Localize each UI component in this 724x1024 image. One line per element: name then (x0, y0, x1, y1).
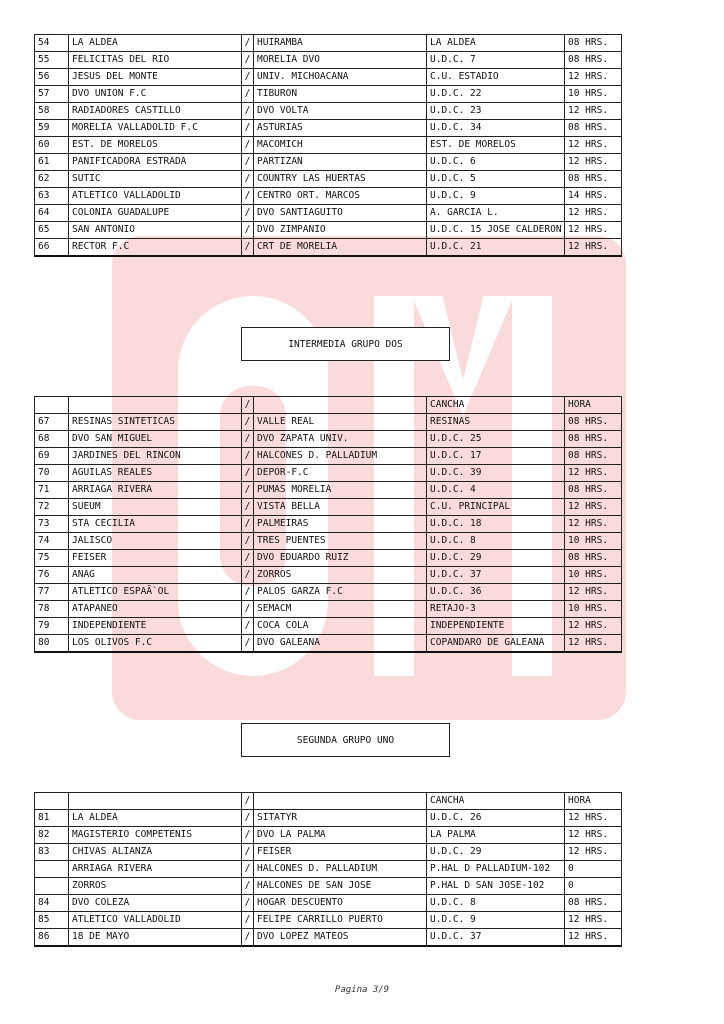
home-team-cell: ARRIAGA RIVERA (69, 482, 242, 499)
match-number-cell: 80 (35, 635, 69, 653)
away-team-cell: DVO SANTIAGUITO (254, 205, 427, 222)
time-cell: 12 HRS. (565, 584, 622, 601)
time-cell: 12 HRS. (565, 810, 622, 827)
home-team-cell: MAGISTERIO COMPETENIS (69, 827, 242, 844)
home-team-cell: ATAPANEO (69, 601, 242, 618)
away-team-cell: HUIRAMBA (254, 35, 427, 52)
home-team-cell: ATLETICO VALLADOLID (69, 912, 242, 929)
table-row (35, 827, 622, 844)
header-away-team-cell (254, 793, 427, 810)
table-row (35, 567, 622, 584)
table-row (35, 601, 622, 618)
home-team-cell: DVO COLEZA (69, 895, 242, 912)
home-team-cell: COLONIA GUADALUPE (69, 205, 242, 222)
table-row (35, 52, 622, 69)
time-cell: 12 HRS. (565, 929, 622, 947)
time-cell: 14 HRS. (565, 188, 622, 205)
separator-cell: / (242, 550, 254, 567)
separator-cell: / (242, 878, 254, 895)
home-team-cell: AGUILAS REALES (69, 465, 242, 482)
table-row (35, 103, 622, 120)
home-team-cell: ARRIAGA RIVERA (69, 861, 242, 878)
time-cell: 12 HRS. (565, 103, 622, 120)
match-number-cell: 56 (35, 69, 69, 86)
away-team-cell: TRES PUENTES (254, 533, 427, 550)
field-cell: U.D.C. 9 (427, 188, 565, 205)
home-team-cell: RECTOR F.C (69, 239, 242, 257)
page-footer (0, 985, 724, 995)
separator-cell: / (242, 52, 254, 69)
away-team-cell: MACOMICH (254, 137, 427, 154)
field-cell: U.D.C. 17 (427, 448, 565, 465)
match-number-cell: 83 (35, 844, 69, 861)
field-cell: U.D.C. 8 (427, 533, 565, 550)
time-cell: 08 HRS. (565, 482, 622, 499)
field-cell: U.D.C. 29 (427, 550, 565, 567)
header-separator-cell: / (242, 397, 254, 414)
field-cell: U.D.C. 5 (427, 171, 565, 188)
match-number-cell: 86 (35, 929, 69, 947)
separator-cell: / (242, 516, 254, 533)
match-number-cell: 69 (35, 448, 69, 465)
home-team-cell: SUEUM (69, 499, 242, 516)
separator-cell: / (242, 239, 254, 257)
field-cell: RETAJO-3 (427, 601, 565, 618)
time-cell: 12 HRS. (565, 69, 622, 86)
time-cell: 08 HRS. (565, 35, 622, 52)
home-team-cell: ATLETICO ESPAÃ`OL (69, 584, 242, 601)
separator-cell: / (242, 465, 254, 482)
separator-cell: / (242, 567, 254, 584)
home-team-cell: CHIVAS ALIANZA (69, 844, 242, 861)
separator-cell: / (242, 482, 254, 499)
match-number-cell: 59 (35, 120, 69, 137)
match-number-cell: 62 (35, 171, 69, 188)
home-team-cell: INDEPENDIENTE (69, 618, 242, 635)
time-cell: 0 (565, 878, 622, 895)
table-row (35, 154, 622, 171)
section-title-text: INTERMEDIA GRUPO DOS (288, 338, 403, 350)
table-row (35, 86, 622, 103)
match-number-cell: 82 (35, 827, 69, 844)
match-number-cell: 55 (35, 52, 69, 69)
field-cell: U.D.C. 26 (427, 810, 565, 827)
field-cell: U.D.C. 34 (427, 120, 565, 137)
away-team-cell: SITATYR (254, 810, 427, 827)
home-team-cell: ZORROS (69, 878, 242, 895)
table-row (35, 810, 622, 827)
away-team-cell: COCA COLA (254, 618, 427, 635)
match-number-cell: 75 (35, 550, 69, 567)
separator-cell: / (242, 618, 254, 635)
header-field-cell: CANCHA (427, 397, 565, 414)
time-cell: 12 HRS. (565, 222, 622, 239)
table-row (35, 533, 622, 550)
table-row (35, 861, 622, 878)
home-team-cell: 18 DE MAYO (69, 929, 242, 947)
time-cell: 12 HRS. (565, 912, 622, 929)
header-time-cell: HORA (565, 397, 622, 414)
time-cell: 08 HRS. (565, 120, 622, 137)
section-title-segunda-grupo-uno (241, 723, 450, 757)
time-cell: 12 HRS. (565, 465, 622, 482)
field-cell: RESINAS (427, 414, 565, 431)
field-cell: COPANDARO DE GALEANA (427, 635, 565, 653)
time-cell: 12 HRS. (565, 137, 622, 154)
away-team-cell: ZORROS (254, 567, 427, 584)
match-number-cell: 79 (35, 618, 69, 635)
time-cell: 10 HRS. (565, 86, 622, 103)
away-team-cell: DVO EDUARDO RUIZ (254, 550, 427, 567)
home-team-cell: DVO UNION F.C (69, 86, 242, 103)
home-team-cell: PANIFICADORA ESTRADA (69, 154, 242, 171)
time-cell: 08 HRS. (565, 414, 622, 431)
match-number-cell: 63 (35, 188, 69, 205)
header-time-cell: HORA (565, 793, 622, 810)
match-number-cell: 54 (35, 35, 69, 52)
home-team-cell: FEISER (69, 550, 242, 567)
home-team-cell: RESINAS SINTETICAS (69, 414, 242, 431)
away-team-cell: CENTRO ORT. MARCOS (254, 188, 427, 205)
time-cell: 08 HRS. (565, 550, 622, 567)
match-number-cell: 72 (35, 499, 69, 516)
match-number-cell: 73 (35, 516, 69, 533)
separator-cell: / (242, 584, 254, 601)
match-number-cell: 85 (35, 912, 69, 929)
time-cell: 12 HRS. (565, 154, 622, 171)
field-cell: U.D.C. 37 (427, 567, 565, 584)
time-cell: 12 HRS. (565, 205, 622, 222)
field-cell: U.D.C. 29 (427, 844, 565, 861)
time-cell: 10 HRS. (565, 533, 622, 550)
away-team-cell: FEISER (254, 844, 427, 861)
table-row (35, 516, 622, 533)
match-number-cell: 58 (35, 103, 69, 120)
match-number-cell: 67 (35, 414, 69, 431)
separator-cell: / (242, 137, 254, 154)
separator-cell: / (242, 414, 254, 431)
table-row (35, 120, 622, 137)
match-number-cell: 64 (35, 205, 69, 222)
time-cell: 12 HRS. (565, 618, 622, 635)
separator-cell: / (242, 69, 254, 86)
table-row (35, 929, 622, 947)
field-cell: A. GARCIA L. (427, 205, 565, 222)
home-team-cell: JESUS DEL MONTE (69, 69, 242, 86)
table-row (35, 584, 622, 601)
field-cell: C.U. ESTADIO (427, 69, 565, 86)
time-cell: 12 HRS. (565, 516, 622, 533)
separator-cell: / (242, 86, 254, 103)
away-team-cell: DVO GALEANA (254, 635, 427, 653)
away-team-cell: SEMACM (254, 601, 427, 618)
table-header-row (35, 397, 622, 414)
field-cell: U.D.C. 18 (427, 516, 565, 533)
match-table-1 (34, 34, 622, 257)
table-row (35, 414, 622, 431)
away-team-cell: VISTA BELLA (254, 499, 427, 516)
separator-cell: / (242, 895, 254, 912)
separator-cell: / (242, 827, 254, 844)
table-row (35, 635, 622, 653)
match-number-cell: 76 (35, 567, 69, 584)
field-cell: U.D.C. 8 (427, 895, 565, 912)
away-team-cell: DEPOR-F.C (254, 465, 427, 482)
time-cell: 08 HRS. (565, 431, 622, 448)
home-team-cell: FELICITAS DEL RIO (69, 52, 242, 69)
match-number-cell: 77 (35, 584, 69, 601)
match-number-cell (35, 878, 69, 895)
time-cell: 12 HRS. (565, 499, 622, 516)
field-cell: U.D.C. 7 (427, 52, 565, 69)
separator-cell: / (242, 154, 254, 171)
away-team-cell: HALCONES D. PALLADIUM (254, 861, 427, 878)
home-team-cell: ATLETICO VALLADOLID (69, 188, 242, 205)
field-cell: U.D.C. 23 (427, 103, 565, 120)
match-number-cell: 66 (35, 239, 69, 257)
separator-cell: / (242, 171, 254, 188)
table-row (35, 618, 622, 635)
section-title-intermedia-grupo-dos (241, 327, 450, 361)
away-team-cell: PALMEIRAS (254, 516, 427, 533)
table-row (35, 844, 622, 861)
home-team-cell: LOS OLIVOS F.C (69, 635, 242, 653)
away-team-cell: COUNTRY LAS HUERTAS (254, 171, 427, 188)
table-row (35, 205, 622, 222)
table-row (35, 431, 622, 448)
time-cell: 0 (565, 861, 622, 878)
separator-cell: / (242, 499, 254, 516)
time-cell: 08 HRS. (565, 171, 622, 188)
table-row (35, 448, 622, 465)
table-row (35, 35, 622, 52)
away-team-cell: DVO VOLTA (254, 103, 427, 120)
match-number-cell: 74 (35, 533, 69, 550)
home-team-cell: EST. DE MORELOS (69, 137, 242, 154)
field-cell: P.HAL D SAN JOSE-102 (427, 878, 565, 895)
separator-cell: / (242, 810, 254, 827)
away-team-cell: DVO ZIMPANIO (254, 222, 427, 239)
time-cell: 08 HRS. (565, 895, 622, 912)
away-team-cell: PALOS GARZA F.C (254, 584, 427, 601)
match-number-cell: 61 (35, 154, 69, 171)
time-cell: 12 HRS. (565, 635, 622, 653)
field-cell: U.D.C. 25 (427, 431, 565, 448)
field-cell: U.D.C. 39 (427, 465, 565, 482)
home-team-cell: SUTIC (69, 171, 242, 188)
home-team-cell: ANAG (69, 567, 242, 584)
home-team-cell: LA ALDEA (69, 35, 242, 52)
table-header-row (35, 793, 622, 810)
match-number-cell: 57 (35, 86, 69, 103)
table-row (35, 550, 622, 567)
field-cell: U.D.C. 9 (427, 912, 565, 929)
match-number-cell: 65 (35, 222, 69, 239)
match-number-cell: 84 (35, 895, 69, 912)
separator-cell: / (242, 912, 254, 929)
field-cell: U.D.C. 21 (427, 239, 565, 257)
field-cell: U.D.C. 4 (427, 482, 565, 499)
away-team-cell: VALLE REAL (254, 414, 427, 431)
separator-cell: / (242, 533, 254, 550)
table-row (35, 239, 622, 257)
section-title-text: SEGUNDA GRUPO UNO (296, 734, 395, 746)
match-table-3 (34, 792, 622, 947)
separator-cell: / (242, 431, 254, 448)
home-team-cell: LA ALDEA (69, 810, 242, 827)
away-team-cell: HALCONES DE SAN JOSE (254, 878, 427, 895)
match-number-cell: 71 (35, 482, 69, 499)
header-field-cell: CANCHA (427, 793, 565, 810)
table-row (35, 171, 622, 188)
time-cell: 12 HRS. (565, 239, 622, 257)
field-cell: U.D.C. 36 (427, 584, 565, 601)
away-team-cell: HOGAR DESCUENTO (254, 895, 427, 912)
separator-cell: / (242, 188, 254, 205)
field-cell: LA PALMA (427, 827, 565, 844)
away-team-cell: HALCONES D. PALLADIUM (254, 448, 427, 465)
separator-cell: / (242, 929, 254, 947)
away-team-cell: TIBURON (254, 86, 427, 103)
away-team-cell: PUMAS MORELIA (254, 482, 427, 499)
time-cell: 10 HRS. (565, 567, 622, 584)
separator-cell: / (242, 120, 254, 137)
match-number-cell: 78 (35, 601, 69, 618)
field-cell: U.D.C. 6 (427, 154, 565, 171)
table-row (35, 137, 622, 154)
table-row (35, 499, 622, 516)
home-team-cell: STA CECILIA (69, 516, 242, 533)
separator-cell: / (242, 103, 254, 120)
field-cell: EST. DE MORELOS (427, 137, 565, 154)
away-team-cell: PARTIZAN (254, 154, 427, 171)
page-number: Pagina 3/9 (334, 985, 390, 995)
match-number-cell: 70 (35, 465, 69, 482)
separator-cell: / (242, 205, 254, 222)
separator-cell: / (242, 222, 254, 239)
separator-cell: / (242, 844, 254, 861)
match-number-cell: 68 (35, 431, 69, 448)
home-team-cell: JARDINES DEL RINCON (69, 448, 242, 465)
away-team-cell: FELIPE CARRILLO PUERTO (254, 912, 427, 929)
away-team-cell: DVO LA PALMA (254, 827, 427, 844)
header-match-number-cell (35, 793, 69, 810)
match-number-cell (35, 861, 69, 878)
home-team-cell: RADIADORES CASTILLO (69, 103, 242, 120)
away-team-cell: CRT DE MORELIA (254, 239, 427, 257)
table-row (35, 188, 622, 205)
away-team-cell: DVO LOPEZ MATEOS (254, 929, 427, 947)
field-cell: U.D.C. 22 (427, 86, 565, 103)
separator-cell: / (242, 601, 254, 618)
away-team-cell: ASTURIAS (254, 120, 427, 137)
match-table-2 (34, 396, 622, 653)
header-match-number-cell (35, 397, 69, 414)
separator-cell: / (242, 35, 254, 52)
field-cell: INDEPENDIENTE (427, 618, 565, 635)
field-cell: C.U. PRINCIPAL (427, 499, 565, 516)
table-row (35, 895, 622, 912)
separator-cell: / (242, 448, 254, 465)
table-row (35, 912, 622, 929)
header-home-team-cell (69, 793, 242, 810)
table-row (35, 482, 622, 499)
match-number-cell: 81 (35, 810, 69, 827)
field-cell: U.D.C. 37 (427, 929, 565, 947)
match-number-cell: 60 (35, 137, 69, 154)
time-cell: 12 HRS. (565, 844, 622, 861)
time-cell: 12 HRS. (565, 827, 622, 844)
separator-cell: / (242, 635, 254, 653)
time-cell: 08 HRS. (565, 52, 622, 69)
home-team-cell: SAN ANTONIO (69, 222, 242, 239)
field-cell: U.D.C. 15 JOSE CALDERON (427, 222, 565, 239)
header-home-team-cell (69, 397, 242, 414)
table-row (35, 465, 622, 482)
separator-cell: / (242, 861, 254, 878)
time-cell: 10 HRS. (565, 601, 622, 618)
home-team-cell: MORELIA VALLADOLID F.C (69, 120, 242, 137)
away-team-cell: MORELIA DVO (254, 52, 427, 69)
header-away-team-cell (254, 397, 427, 414)
header-separator-cell: / (242, 793, 254, 810)
table-row (35, 222, 622, 239)
field-cell: P.HAL D PALLADIUM-102 (427, 861, 565, 878)
table-row (35, 878, 622, 895)
table-row (35, 69, 622, 86)
field-cell: LA ALDEA (427, 35, 565, 52)
home-team-cell: JALISCO (69, 533, 242, 550)
away-team-cell: UNIV. MICHOACANA (254, 69, 427, 86)
away-team-cell: DVO ZAPATA UNIV. (254, 431, 427, 448)
time-cell: 08 HRS. (565, 448, 622, 465)
home-team-cell: DVO SAN MIGUEL (69, 431, 242, 448)
